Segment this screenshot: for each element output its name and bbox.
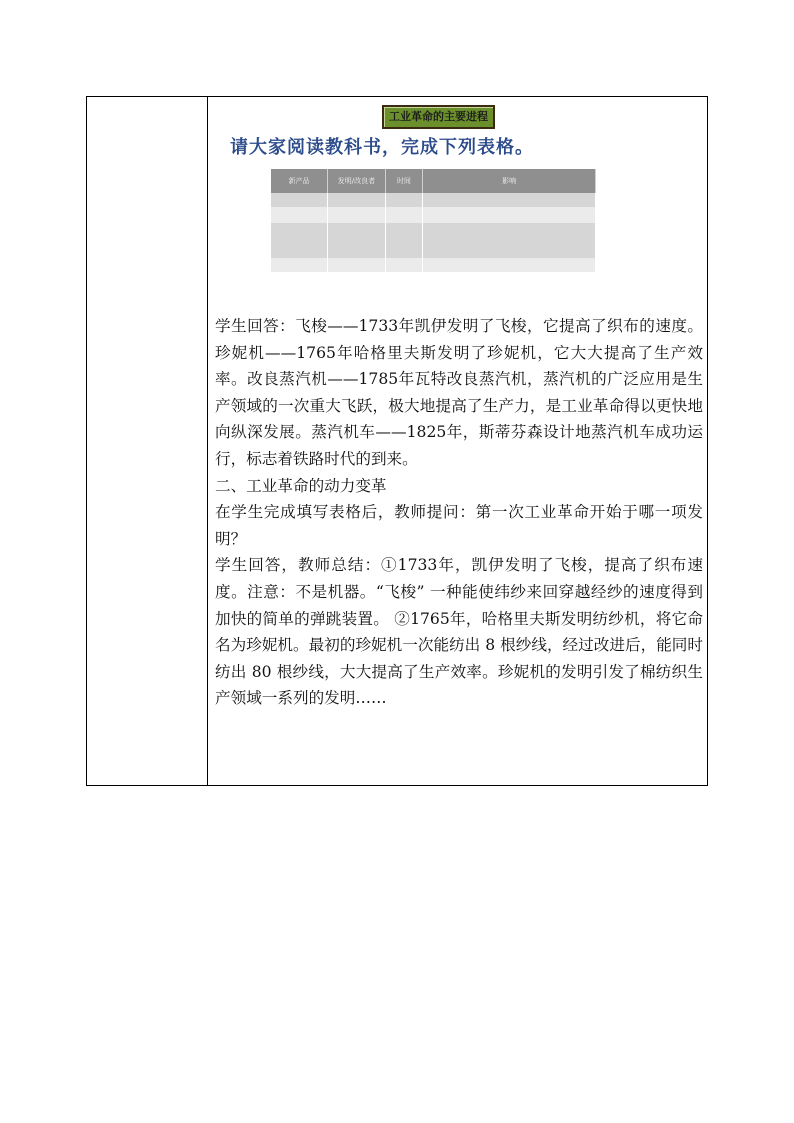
embedded-slide-image	[222, 103, 702, 283]
content-cell	[208, 97, 707, 785]
summary-paragraph: 学生回答，教师总结：①1733年，凯伊发明了飞梭，提高了织布速度。注意：不是机器。“飞梭” 一种能使纬纱来回穿越经纱的速度得到加快的简单的弹跳装置。 ②1765年，哈格里夫斯发明纺纱机，将它命名为珍妮机。最初的珍妮机一次能纺出 8 根纱线，经过改进后，能同时纺出 80 根纱线，大大提高了生产效率。珍妮机的发明引发了棉纺织生产领域一系列的发明……	[215, 556, 703, 708]
slide-table-header: 发明/改良者	[328, 169, 385, 193]
slide-heading: 请大家阅读教科书，完成下列表格。	[230, 137, 534, 158]
slide-table-row	[271, 193, 596, 207]
slide-table	[271, 169, 596, 272]
slide-table-header: 影响	[423, 169, 596, 193]
slide-table-header-row	[271, 169, 596, 193]
slide-table-header: 时间	[385, 169, 423, 193]
teacher-question-paragraph: 在学生完成填写表格后，教师提问：第一次工业革命开始于哪一项发明？	[215, 503, 703, 548]
slide-table-header: 新产品	[271, 169, 328, 193]
slide-title-badge: 工业革命的主要进程	[382, 105, 495, 129]
section-heading: 二、工业革命的动力变革	[215, 476, 387, 495]
slide-table-row	[271, 223, 596, 258]
student-answer-paragraph: 学生回答：飞梭——1733年凯伊发明了飞梭，它提高了织布的速度。珍妮机——1765年哈格里夫斯发明了珍妮机，它大大提高了生产效率。改良蒸汽机——1785年瓦特改良蒸汽机，蒸汽机的广泛应用是生产领域的一次重大飞跃，极大地提高了生产力，是工业革命得以更快地向纵深发展。蒸汽机车——1825年，斯蒂芬森设计地蒸汽机车成功运行，标志着铁路时代的到来。	[215, 317, 703, 468]
lesson-table	[86, 96, 708, 786]
left-cell	[87, 97, 208, 785]
lesson-body-text	[215, 313, 703, 712]
slide-table-row	[271, 207, 596, 223]
slide-table-row	[271, 258, 596, 272]
